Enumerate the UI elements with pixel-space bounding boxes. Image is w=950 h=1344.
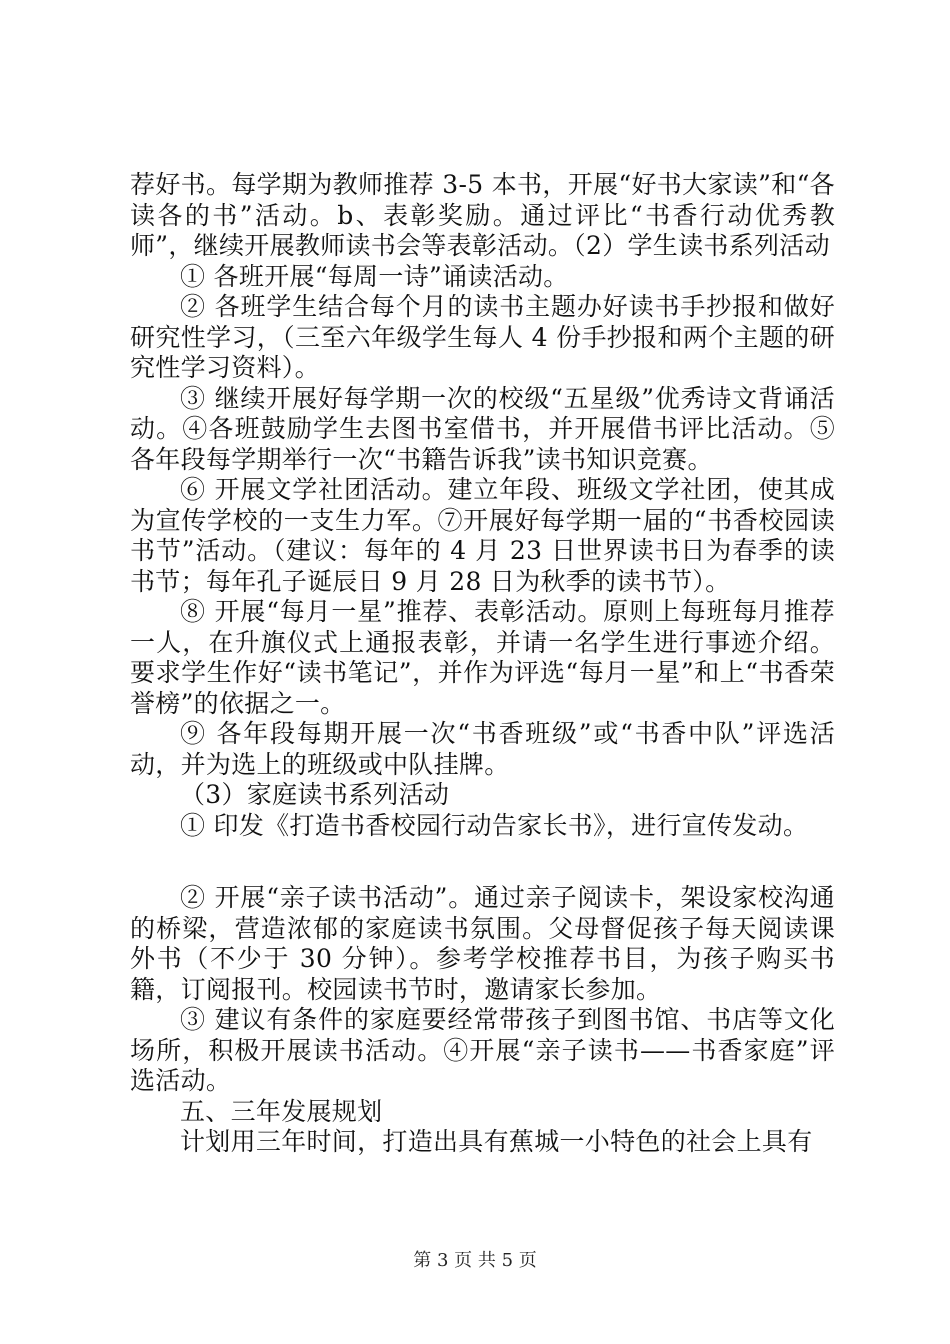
page-number-footer: 第 3 页 共 5 页 [413, 1250, 537, 1271]
paragraph-recitation: ③ 继续开展好每学期一次的校级“五星级”优秀诗文背诵活动。④各班鼓励学生去图书室借书，并开展借书评比活动。⑤各年段每学期举行一次“书籍告诉我”读书知识竞赛。 [130, 383, 835, 474]
paragraph-plan: 计划用三年时间，打造出具有蕉城一小特色的社会上具有 [180, 1127, 813, 1156]
paragraph-teacher-reading: 荐好书。每学期为教师推荐 3-5 本书，开展“好书大家读”和“各读各的书”活动。b、表彰奖励。通过评比“书香行动优秀教师”，继续开展教师读书会等表彰活动。（2）学生读书系列活动 [130, 170, 835, 260]
paragraph-family-heading: （3）家庭读书系列活动 [180, 780, 450, 809]
paragraph-library-visits: ③ 建议有条件的家庭要经常带孩子到图书馆、书店等文化场所，积极开展读书活动。④开展“亲子读书——书香家庭”评选活动。 [130, 1005, 835, 1095]
paragraph-parent-child-reading: ② 开展“亲子读书活动”。通过亲子阅读卡，架设家校沟通的桥梁，营造浓郁的家庭读书氛围。父母督促孩子每天阅读课外书（不少于 30 分钟）。参考学校推荐书目，为孩子购买书籍，订阅报刊。校园读书节时，邀请家长参加。 [130, 883, 835, 1004]
paragraph-literary-club: ⑥ 开展文学社团活动。建立年段、班级文学社团，使其成为宣传学校的一支生力军。⑦开展好每学期一届的“书香校园读书节”活动。（建议：每年的 4 月 23 日世界读书日为春季的读书节；每年孔子诞辰日 9 月 28 日为秋季的读书节）。 [130, 475, 835, 596]
paragraph-parent-letter: ① 印发《打造书香校园行动告家长书》，进行宣传发动。 [180, 810, 809, 840]
paragraph-class-selection: ⑨ 各年段每期开展一次“书香班级”或“书香中队”评选活动，并为选上的班级或中队挂牌。 [130, 719, 835, 779]
paragraph-weekly-poem: ① 各班开展“每周一诗”诵读活动。 [180, 261, 569, 291]
document-body [130, 170, 835, 1158]
section-heading-three-year-plan: 五、三年发展规划 [180, 1096, 383, 1126]
paragraph-star-of-month: ⑧ 开展“每月一星”推荐、表彰活动。原则上每班每月推荐一人，在升旗仪式上通报表彰，并请一名学生进行事迹介绍。要求学生作好“读书笔记”，并作为评选“每月一星”和上“书香荣誉榜”的依据之一。 [130, 597, 835, 718]
paragraph-handwritten-newspaper: ② 各班学生结合每个月的读书主题办好读书手抄报和做好研究性学习，（三至六年级学生每人 4 份手抄报和两个主题的研究性学习资料）。 [130, 292, 835, 382]
